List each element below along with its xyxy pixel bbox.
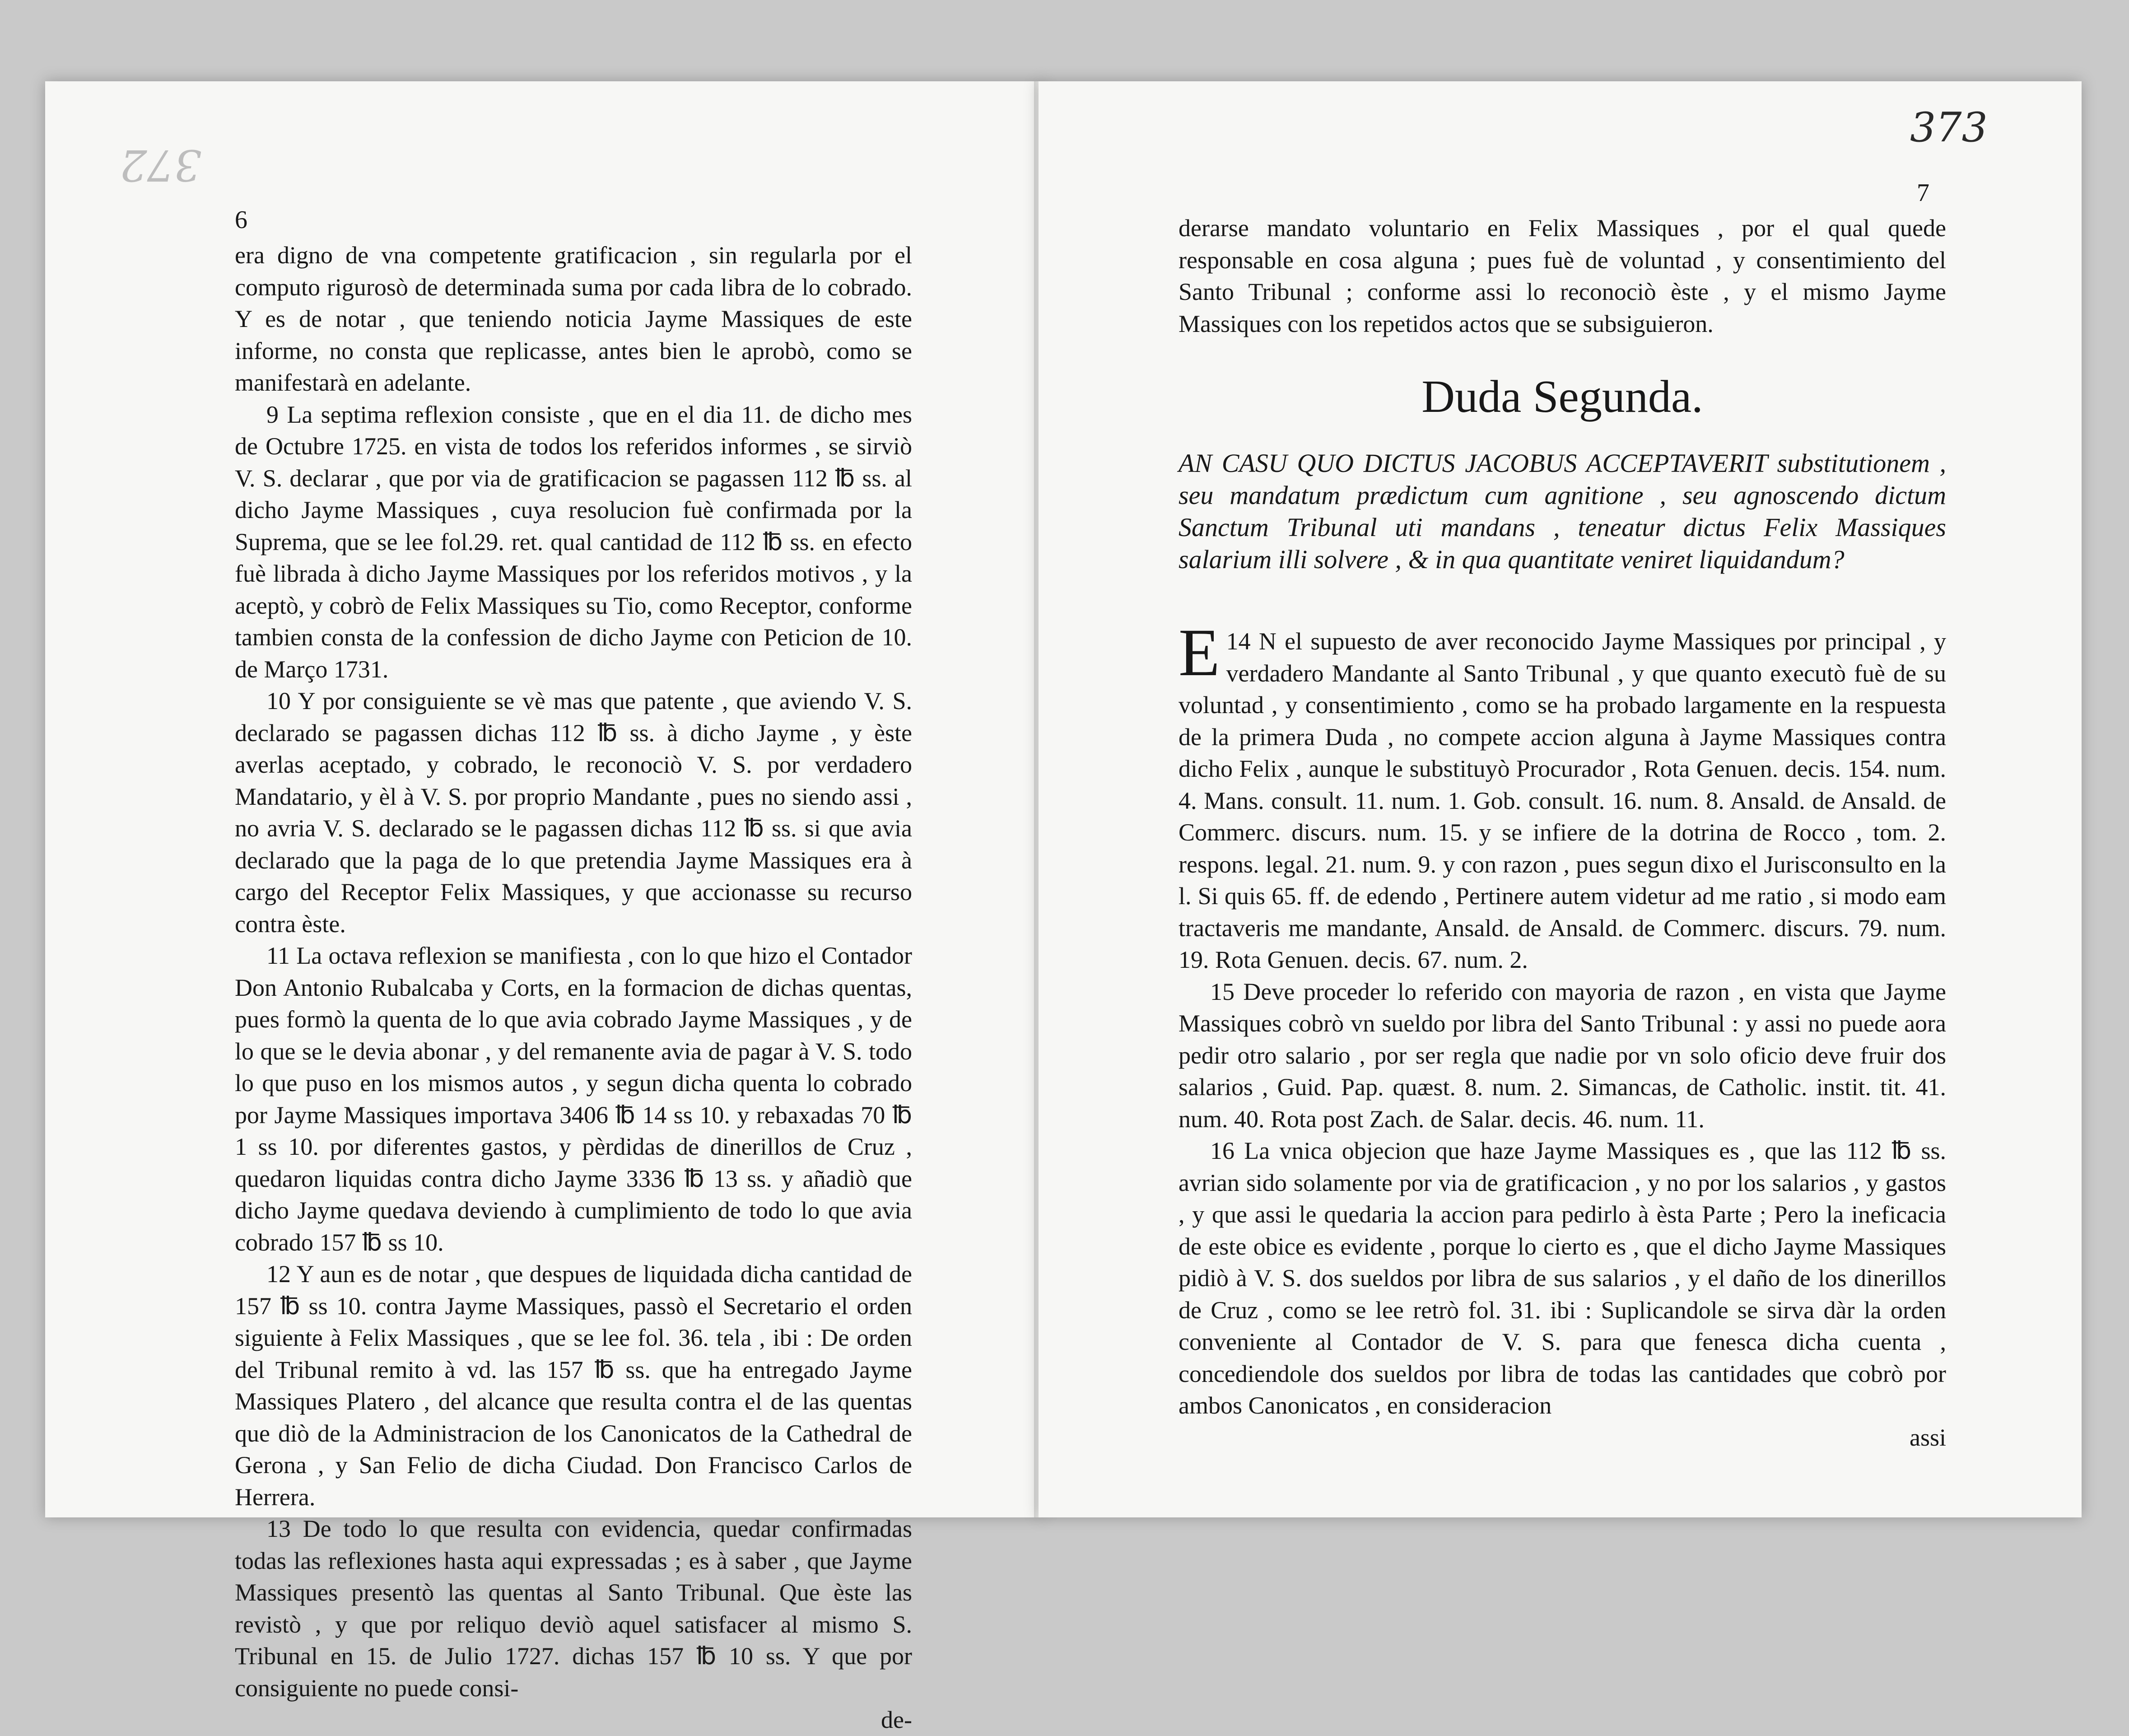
left-catchword: de- xyxy=(881,1706,912,1733)
latin-question: AN CASU QUO DICTUS JACOBUS ACCEPTAVERIT substitutionem , seu mandatum prædictum cum agnitione , seu agnoscendo dictum Sanctum Tribunal uti mandans , teneatur dictus Felix Massiques salarium illi solvere , & in qua quantitate veniret liquidandum? xyxy=(1179,448,1946,574)
drop-cap: E xyxy=(1179,615,1220,690)
paragraph-12: 12 Y aun es de notar , que despues de liquidada dicha cantidad de 157 ℔ ss 10. contra Jayme Massiques, passò el Secretario el orden siguiente à Felix Massiques , que se lee fol. 36. tela , ibi : De orden del Tribunal remito à vd. las 157 ℔ ss. que ha entregado Jayme Massiques Platero , del alcance que resulta contra el de las quentas que diò de la Administracion de los Canonicatos de la Cathedral de Gerona , y San Felio de dicha Ciudad. Don Francisco Carlos de Herrera. xyxy=(235,1260,912,1511)
paragraph-11: 11 La octava reflexion se manifiesta , con lo que hizo el Contador Don Antonio Rubalcaba y Corts, en la formacion de dichas quentas, pues formò la quenta de lo que avia cobrado Jayme Massiques , y de lo que se le devia abonar , y del remanente avia de pagar à V. S. todo lo que puso en los mismos autos , y segun dicha quenta lo cobrado por Jayme Massiques importava 3406 ℔ 14 ss 10. y rebaxadas 70 ℔ 1 ss 10. por diferentes gastos, y pèrdidas de dinerillos de Cruz , quedaron liquidas contra dicho Jayme 3336 ℔ 13 ss. y añadiò que dicho Jayme quedava deviendo à cumplimiento de todo lo que avia cobrado 157 ℔ ss 10. xyxy=(235,942,912,1256)
paragraph-16: 16 La vnica objecion que haze Jayme Massiques es , que las 112 ℔ ss. avrian sido solamente por via de gratificacion , y no por los salarios , y gastos , y que assi le quedaria la accion para pedirlo à èsta Parte ; Pero la ineficacia de este obice es evidente , porque lo cierto es , que el dicho Jayme Massiques pidiò à V. S. dos sueldos por libra de sus salarios , y el daño de los dinerillos de Cruz , como se lee retrò fol. 31. ibi : Suplicandole se sirva dàr la orden conveniente al Contador de V. S. para que fenesca dicha cuenta , concediendole dos sueldos por libra de todas las cantidades que cobrò por ambos Canonicatos , en consideracion xyxy=(1179,1137,1946,1419)
paragraph-14 xyxy=(1179,615,1946,976)
paragraph-10: 10 Y por consiguiente se vè mas que patente , que aviendo V. S. declarado se pagassen dichas 112 ℔ ss. à dicho Jayme , y èste averlas aceptado, y cobrado, le reconociò V. S. por verdadero Mandatario, y èl à V. S. por proprio Mandante , pues no siendo assi , no avria V. S. declarado se le pagassen dichas 112 ℔ ss. si que avia declarado que la paga de lo que pretendia Jayme Massiques era à cargo del Receptor Felix Massiques, y que accionasse su recurso contra èste. xyxy=(235,687,912,938)
right-margin-folio: 373 xyxy=(1910,104,1988,151)
paragraph-9: 9 La septima reflexion consiste , que en el dia 11. de dicho mes de Octubre 1725. en vista de todos los referidos informes , se sirviò V. S. declarar , que por via de gratificacion se pagassen 112 ℔ ss. al dicho Jayme Massiques , cuya resolucion fuè confirmada por la Suprema, que se lee fol.29. ret. qual cantidad de 112 ℔ ss. en efecto fuè librada à dicho Jayme Massiques por los referidos motivos , y la aceptò, y cobrò de Felix Massiques su Tio, como Receptor, conforme tambien consta de la confession de dicho Jayme con Peticion de 10. de Março 1731. xyxy=(235,401,912,683)
paragraph-15: 15 Deve proceder lo referido con mayoria de razon , en vista que Jayme Massiques cobrò vn sueldo por libra del Santo Tribunal : y assi no puede aora pedir otro salario , por ser regla que nadie por vn solo oficio deve fruir dos salarios , Guid. Pap. quæst. 8. num. 2. Simancas, de Catholic. instit. tit. 41. num. 40. Rota post Zach. de Salar. decis. 46. num. 11. xyxy=(1179,978,1946,1133)
section-heading: Duda Segunda. xyxy=(1421,371,1703,422)
left-page-body xyxy=(235,239,912,1736)
left-page-number: 6 xyxy=(235,206,247,234)
right-paragraph-continuation: derarse mandato voluntario en Felix Massiques , por el qual quede responsable en cosa alguna ; pues fuè de voluntad , y consentimiento del Santo Tribunal ; conforme assi lo reconociò èste , y el mismo Jayme Massiques con los repetidos actos que se subsiguieron. xyxy=(1179,215,1946,337)
right-page-number: 7 xyxy=(1917,179,1929,207)
left-margin-folio: 372 xyxy=(120,140,202,190)
paragraph-14-text: 14 N el supuesto de aver reconocido Jayme Massiques por principal , y verdadero Mandante al Santo Tribunal , y que quanto executò fuè de su voluntad , y consentimiento , como se ha probado largamente en la respuesta de la primera Duda , no compete accion alguna à Jayme Massiques contra dicho Felix , aunque le substituyò Procurador , Rota Genuen. decis. 154. num. 4. Mans. consult. 11. num. 1. Gob. consult. 16. num. 8. Ansald. de Ansald. de Commerc. discurs. num. 15. y se infiere de la dotrina de Rocco , tom. 2. respons. legal. 21. num. 9. y con razon , pues segun dixo el Jurisconsulto en la l. Si quis 65. ff. de edendo , Pertinere autem videtur ad me ratio , si modo eam tractaveris me mandante, Ansald. de Ansald. de Commerc. discurs. 79. num. 19. Rota Genuen. decis. 67. num. 2. xyxy=(1179,628,1946,973)
right-page-opening xyxy=(1179,212,1946,340)
right-catchword: assi xyxy=(1910,1423,1946,1451)
right-page-body xyxy=(1179,615,1946,1453)
left-paragraph-continuation: era digno de vna competente gratificacion , sin regularla por el computo rigurosò de determinada suma por cada libra de lo cobrado. Y es de notar , que teniendo noticia Jayme Massiques de este informe, no consta que replicasse, antes bien le aprobò, como se manifestarà en adelante. xyxy=(235,242,912,396)
paragraph-13: 13 De todo lo que resulta con evidencia, quedar confirmadas todas las reflexiones hasta aqui expressadas ; es à saber , que Jayme Massiques presentò las quentas al Santo Tribunal. Que èste las revistò , y que por reliquo deviò aquel satisfacer al mismo S. Tribunal en 15. de Julio 1727. dichas 157 ℔ 10 ss. Y que por consiguiente no puede consi- xyxy=(235,1515,912,1702)
